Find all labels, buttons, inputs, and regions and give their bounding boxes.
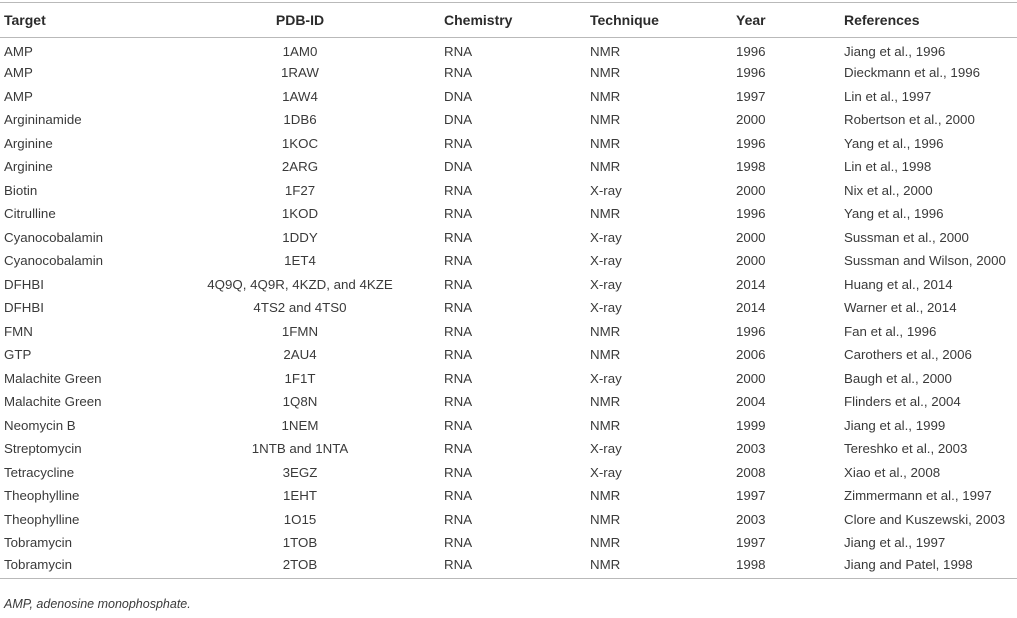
aptamer-structures-table-container <box>0 2 1017 579</box>
cell-chemistry: RNA <box>444 370 473 386</box>
table-row <box>0 249 1017 273</box>
cell-references: Baugh et al., 2000 <box>844 370 952 386</box>
table-row <box>0 437 1017 461</box>
cell-target: Cyanocobalamin <box>4 229 104 245</box>
cell-technique: NMR <box>590 417 621 433</box>
cell-pdb-id: 4TS2 and 4TS0 <box>253 300 347 316</box>
cell-year: 1997 <box>736 488 766 504</box>
cell-year: 2000 <box>736 253 766 269</box>
cell-pdb-id: 1NTB and 1NTA <box>251 441 349 457</box>
cell-year: 1997 <box>736 88 766 104</box>
cell-chemistry: RNA <box>444 323 473 339</box>
cell-technique: NMR <box>590 65 621 81</box>
cell-target: DFHBI <box>4 300 44 316</box>
cell-technique: NMR <box>590 206 621 222</box>
cell-technique: NMR <box>590 394 621 410</box>
cell-year: 2014 <box>736 276 766 292</box>
cell-chemistry: RNA <box>444 229 473 245</box>
cell-chemistry: RNA <box>444 135 473 151</box>
cell-technique: X-ray <box>590 182 622 198</box>
cell-target: AMP <box>4 44 33 59</box>
cell-references: Clore and Kuszewski, 2003 <box>844 511 1006 527</box>
cell-references: Yang et al., 1996 <box>844 135 944 151</box>
cell-references: Robertson et al., 2000 <box>844 112 975 128</box>
cell-references: Sussman and Wilson, 2000 <box>844 253 1006 269</box>
cell-technique: NMR <box>590 112 621 128</box>
cell-pdb-id: 1TOB <box>282 535 318 551</box>
cell-year: 1996 <box>736 65 766 81</box>
table-row <box>0 484 1017 508</box>
table-row <box>0 555 1017 579</box>
cell-technique: X-ray <box>590 464 622 480</box>
table-header <box>0 3 1017 38</box>
cell-technique: NMR <box>590 323 621 339</box>
header-technique: Technique <box>586 3 732 38</box>
cell-year: 2003 <box>736 511 766 527</box>
cell-year: 1996 <box>736 206 766 222</box>
cell-target: Cyanocobalamin <box>4 253 104 269</box>
cell-references: Huang et al., 2014 <box>844 276 953 292</box>
cell-references: Jiang et al., 1996 <box>844 44 946 59</box>
cell-technique: NMR <box>590 511 621 527</box>
cell-target: AMP <box>4 65 33 81</box>
table-row <box>0 132 1017 156</box>
cell-references: Tereshko et al., 2003 <box>844 441 968 457</box>
table-row <box>0 108 1017 132</box>
cell-references: Lin et al., 1997 <box>844 88 932 104</box>
cell-chemistry: RNA <box>444 44 473 59</box>
cell-target: Tetracycline <box>4 464 75 480</box>
cell-target: Malachite Green <box>4 370 102 386</box>
header-year: Year <box>732 3 840 38</box>
cell-chemistry: RNA <box>444 464 473 480</box>
cell-pdb-id: 1KOC <box>281 135 319 151</box>
cell-technique: X-ray <box>590 370 622 386</box>
cell-chemistry: RNA <box>444 535 473 551</box>
cell-chemistry: RNA <box>444 206 473 222</box>
cell-references: Yang et al., 1996 <box>844 206 944 222</box>
cell-year: 1998 <box>736 159 766 175</box>
cell-target: Theophylline <box>4 488 80 504</box>
cell-references: Fan et al., 1996 <box>844 323 937 339</box>
cell-references: Jiang et al., 1999 <box>844 417 946 433</box>
cell-chemistry: RNA <box>440 555 586 579</box>
cell-year: 2014 <box>736 300 766 316</box>
cell-references: Nix et al., 2000 <box>844 182 933 198</box>
cell-year: 1996 <box>736 44 766 59</box>
cell-pdb-id: 1EHT <box>283 488 317 504</box>
cell-pdb-id: 1AM0 <box>282 44 318 59</box>
cell-chemistry: RNA <box>444 182 473 198</box>
cell-target: Theophylline <box>4 511 80 527</box>
table-row <box>0 85 1017 109</box>
table-body <box>0 38 1017 579</box>
cell-year: 1996 <box>736 135 766 151</box>
table-row <box>0 343 1017 367</box>
cell-target: Streptomycin <box>4 441 82 457</box>
cell-year: 2000 <box>736 182 766 198</box>
cell-technique: X-ray <box>590 441 622 457</box>
cell-chemistry: RNA <box>444 417 473 433</box>
cell-target: GTP <box>4 347 32 363</box>
cell-year: 2004 <box>736 394 766 410</box>
cell-pdb-id: 1O15 <box>283 511 317 527</box>
table-row <box>0 273 1017 297</box>
cell-pdb-id: 1F1T <box>284 370 316 386</box>
cell-chemistry: DNA <box>444 112 473 128</box>
table-row <box>0 461 1017 485</box>
cell-technique: NMR <box>590 488 621 504</box>
table-row <box>0 155 1017 179</box>
cell-pdb-id: 1KOD <box>281 206 319 222</box>
cell-references: Carothers et al., 2006 <box>844 347 972 363</box>
cell-chemistry: DNA <box>444 159 473 175</box>
cell-technique: NMR <box>590 535 621 551</box>
cell-technique: NMR <box>590 347 621 363</box>
cell-pdb-id: 1DDY <box>282 229 318 245</box>
cell-references: Warner et al., 2014 <box>844 300 957 316</box>
cell-technique: NMR <box>590 44 621 59</box>
header-pdb-id: PDB-ID <box>160 3 440 38</box>
cell-chemistry: RNA <box>444 65 473 81</box>
cell-year: 2008 <box>736 464 766 480</box>
table-row <box>0 367 1017 391</box>
cell-target: Citrulline <box>4 206 56 222</box>
cell-year: 1997 <box>736 535 766 551</box>
aptamer-structures-table <box>0 2 1017 579</box>
header-row <box>0 3 1017 38</box>
cell-technique: X-ray <box>590 276 622 292</box>
cell-pdb-id: 2TOB <box>160 555 440 579</box>
cell-target: Biotin <box>4 182 38 198</box>
cell-pdb-id: 1DB6 <box>283 112 317 128</box>
cell-target: FMN <box>4 323 33 339</box>
table-footnote: AMP, adenosine monophosphate. <box>4 597 191 611</box>
cell-chemistry: RNA <box>444 300 473 316</box>
cell-references: Jiang and Patel, 1998 <box>840 555 1017 579</box>
table-row <box>0 226 1017 250</box>
cell-references: Sussman et al., 2000 <box>844 229 969 245</box>
cell-chemistry: RNA <box>444 441 473 457</box>
cell-references: Jiang et al., 1997 <box>844 535 946 551</box>
cell-target: Tobramycin <box>0 555 160 579</box>
cell-pdb-id: 1NEM <box>281 417 319 433</box>
table-row <box>0 508 1017 532</box>
cell-year: 2003 <box>736 441 766 457</box>
cell-chemistry: RNA <box>444 276 473 292</box>
cell-pdb-id: 1AW4 <box>282 88 318 104</box>
table-row <box>0 531 1017 555</box>
cell-technique: NMR <box>586 555 732 579</box>
cell-target: Neomycin B <box>4 417 76 433</box>
cell-references: Xiao et al., 2008 <box>844 464 941 480</box>
cell-pdb-id: 2AU4 <box>283 347 317 363</box>
cell-year: 1996 <box>736 323 766 339</box>
cell-target: DFHBI <box>4 276 44 292</box>
cell-pdb-id: 1F27 <box>284 182 316 198</box>
cell-references: Dieckmann et al., 1996 <box>844 65 981 81</box>
cell-pdb-id: 4Q9Q, 4Q9R, 4KZD, and 4KZE <box>207 276 393 292</box>
table-row <box>0 414 1017 438</box>
cell-pdb-id: 2ARG <box>281 159 319 175</box>
header-references: References <box>840 3 1017 38</box>
cell-target: Arginine <box>4 159 53 175</box>
table-row <box>0 38 1017 62</box>
cell-pdb-id: 1FMN <box>281 323 319 339</box>
header-target: Target <box>0 3 160 38</box>
cell-chemistry: RNA <box>444 253 473 269</box>
cell-chemistry: DNA <box>444 88 473 104</box>
cell-technique: X-ray <box>590 300 622 316</box>
cell-technique: X-ray <box>590 229 622 245</box>
cell-target: Arginine <box>4 135 53 151</box>
cell-target: AMP <box>4 88 33 104</box>
cell-references: Lin et al., 1998 <box>844 159 932 175</box>
cell-target: Argininamide <box>4 112 82 128</box>
header-chemistry: Chemistry <box>440 3 586 38</box>
table-row <box>0 179 1017 203</box>
cell-chemistry: RNA <box>444 511 473 527</box>
cell-target: Malachite Green <box>4 394 102 410</box>
cell-references: Flinders et al., 2004 <box>844 394 961 410</box>
cell-year: 2000 <box>736 370 766 386</box>
cell-year: 2000 <box>736 229 766 245</box>
cell-pdb-id: 1Q8N <box>282 394 318 410</box>
cell-year: 2006 <box>736 347 766 363</box>
table-row <box>0 202 1017 226</box>
cell-technique: NMR <box>590 159 621 175</box>
cell-technique: X-ray <box>590 253 622 269</box>
cell-pdb-id: 3EGZ <box>282 464 318 480</box>
table-row <box>0 320 1017 344</box>
cell-chemistry: RNA <box>444 394 473 410</box>
table-row <box>0 61 1017 85</box>
table-row <box>0 296 1017 320</box>
cell-chemistry: RNA <box>444 488 473 504</box>
cell-technique: NMR <box>590 135 621 151</box>
cell-target: Tobramycin <box>4 535 72 551</box>
cell-pdb-id: 1ET4 <box>284 253 316 269</box>
table-row <box>0 390 1017 414</box>
cell-references: Zimmermann et al., 1997 <box>844 488 992 504</box>
cell-pdb-id: 1RAW <box>281 65 319 81</box>
cell-year: 2000 <box>736 112 766 128</box>
cell-year: 1998 <box>732 555 840 579</box>
cell-chemistry: RNA <box>444 347 473 363</box>
cell-technique: NMR <box>590 88 621 104</box>
cell-year: 1999 <box>736 417 766 433</box>
